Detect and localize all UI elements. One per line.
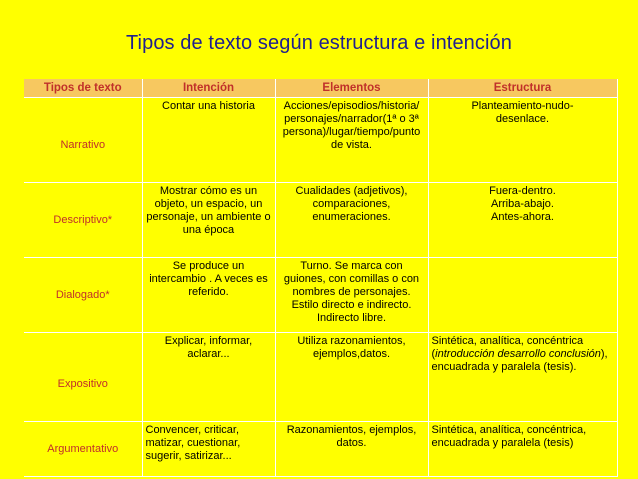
cell-tipo: Dialogado*: [24, 258, 142, 333]
table-header-row: [24, 79, 617, 98]
table-row: [24, 422, 617, 477]
cell-estructura: [428, 258, 617, 333]
header-elementos: Elementos: [275, 79, 428, 98]
header-tipos: Tipos de texto: [24, 79, 142, 98]
cell-intencion: Mostrar cómo es un objeto, un espacio, un personaje, un ambiente o una época: [142, 183, 275, 258]
estructura-text-end: ), encuadrada y paralela (tesis).: [431, 348, 608, 373]
estructura-italic: introducción desarrollo conclusión: [435, 348, 601, 360]
cell-tipo: Narrativo: [24, 98, 142, 183]
cell-elementos: Utiliza razonamientos, ejemplos,datos.: [275, 333, 428, 422]
cell-estructura: Planteamiento-nudo-desenlace.: [428, 98, 617, 183]
cell-elementos: Cualidades (adjetivos), comparaciones, enumeraciones.: [275, 183, 428, 258]
cell-estructura: Sintética, analítica, concéntrica, encuadrada y paralela (tesis): [428, 422, 617, 477]
cell-estructura: [428, 333, 617, 422]
cell-intencion: Explicar, informar, aclarar...: [142, 333, 275, 422]
header-estructura: Estructura: [428, 79, 617, 98]
cell-tipo: Expositivo: [24, 333, 142, 422]
cell-intencion: Convencer, criticar, matizar, cuestionar, sugerir, satirizar...: [142, 422, 275, 477]
cell-tipo: Descriptivo*: [24, 183, 142, 258]
header-intencion: Intención: [142, 79, 275, 98]
cell-estructura: Fuera-dentro. Arriba-abajo. Antes-ahora.: [428, 183, 617, 258]
page-title: Tipos de texto según estructura e intención: [125, 32, 512, 54]
cell-intencion: Se produce un intercambio . A veces es referido.: [142, 258, 275, 333]
cell-tipo: Argumentativo: [24, 422, 142, 477]
estructura-text: Sintética, analítica, concéntrica (: [431, 335, 584, 360]
table-row: [24, 333, 617, 422]
cell-elementos: Razonamientos, ejemplos, datos.: [275, 422, 428, 477]
table-row: [24, 183, 617, 258]
cell-elementos: Acciones/episodios/historia/ personajes/narrador(1ª o 3ª persona)/lugar/tiempo/punto de vista.: [275, 98, 428, 183]
cell-intencion: Contar una historia: [142, 98, 275, 183]
text-types-table: [24, 79, 618, 477]
table-row: [24, 98, 617, 183]
cell-elementos: Turno. Se marca con guiones, con comillas o con nombres de personajes. Estilo directo e indirecto. Indirecto libre.: [275, 258, 428, 333]
table-row: [24, 258, 617, 333]
